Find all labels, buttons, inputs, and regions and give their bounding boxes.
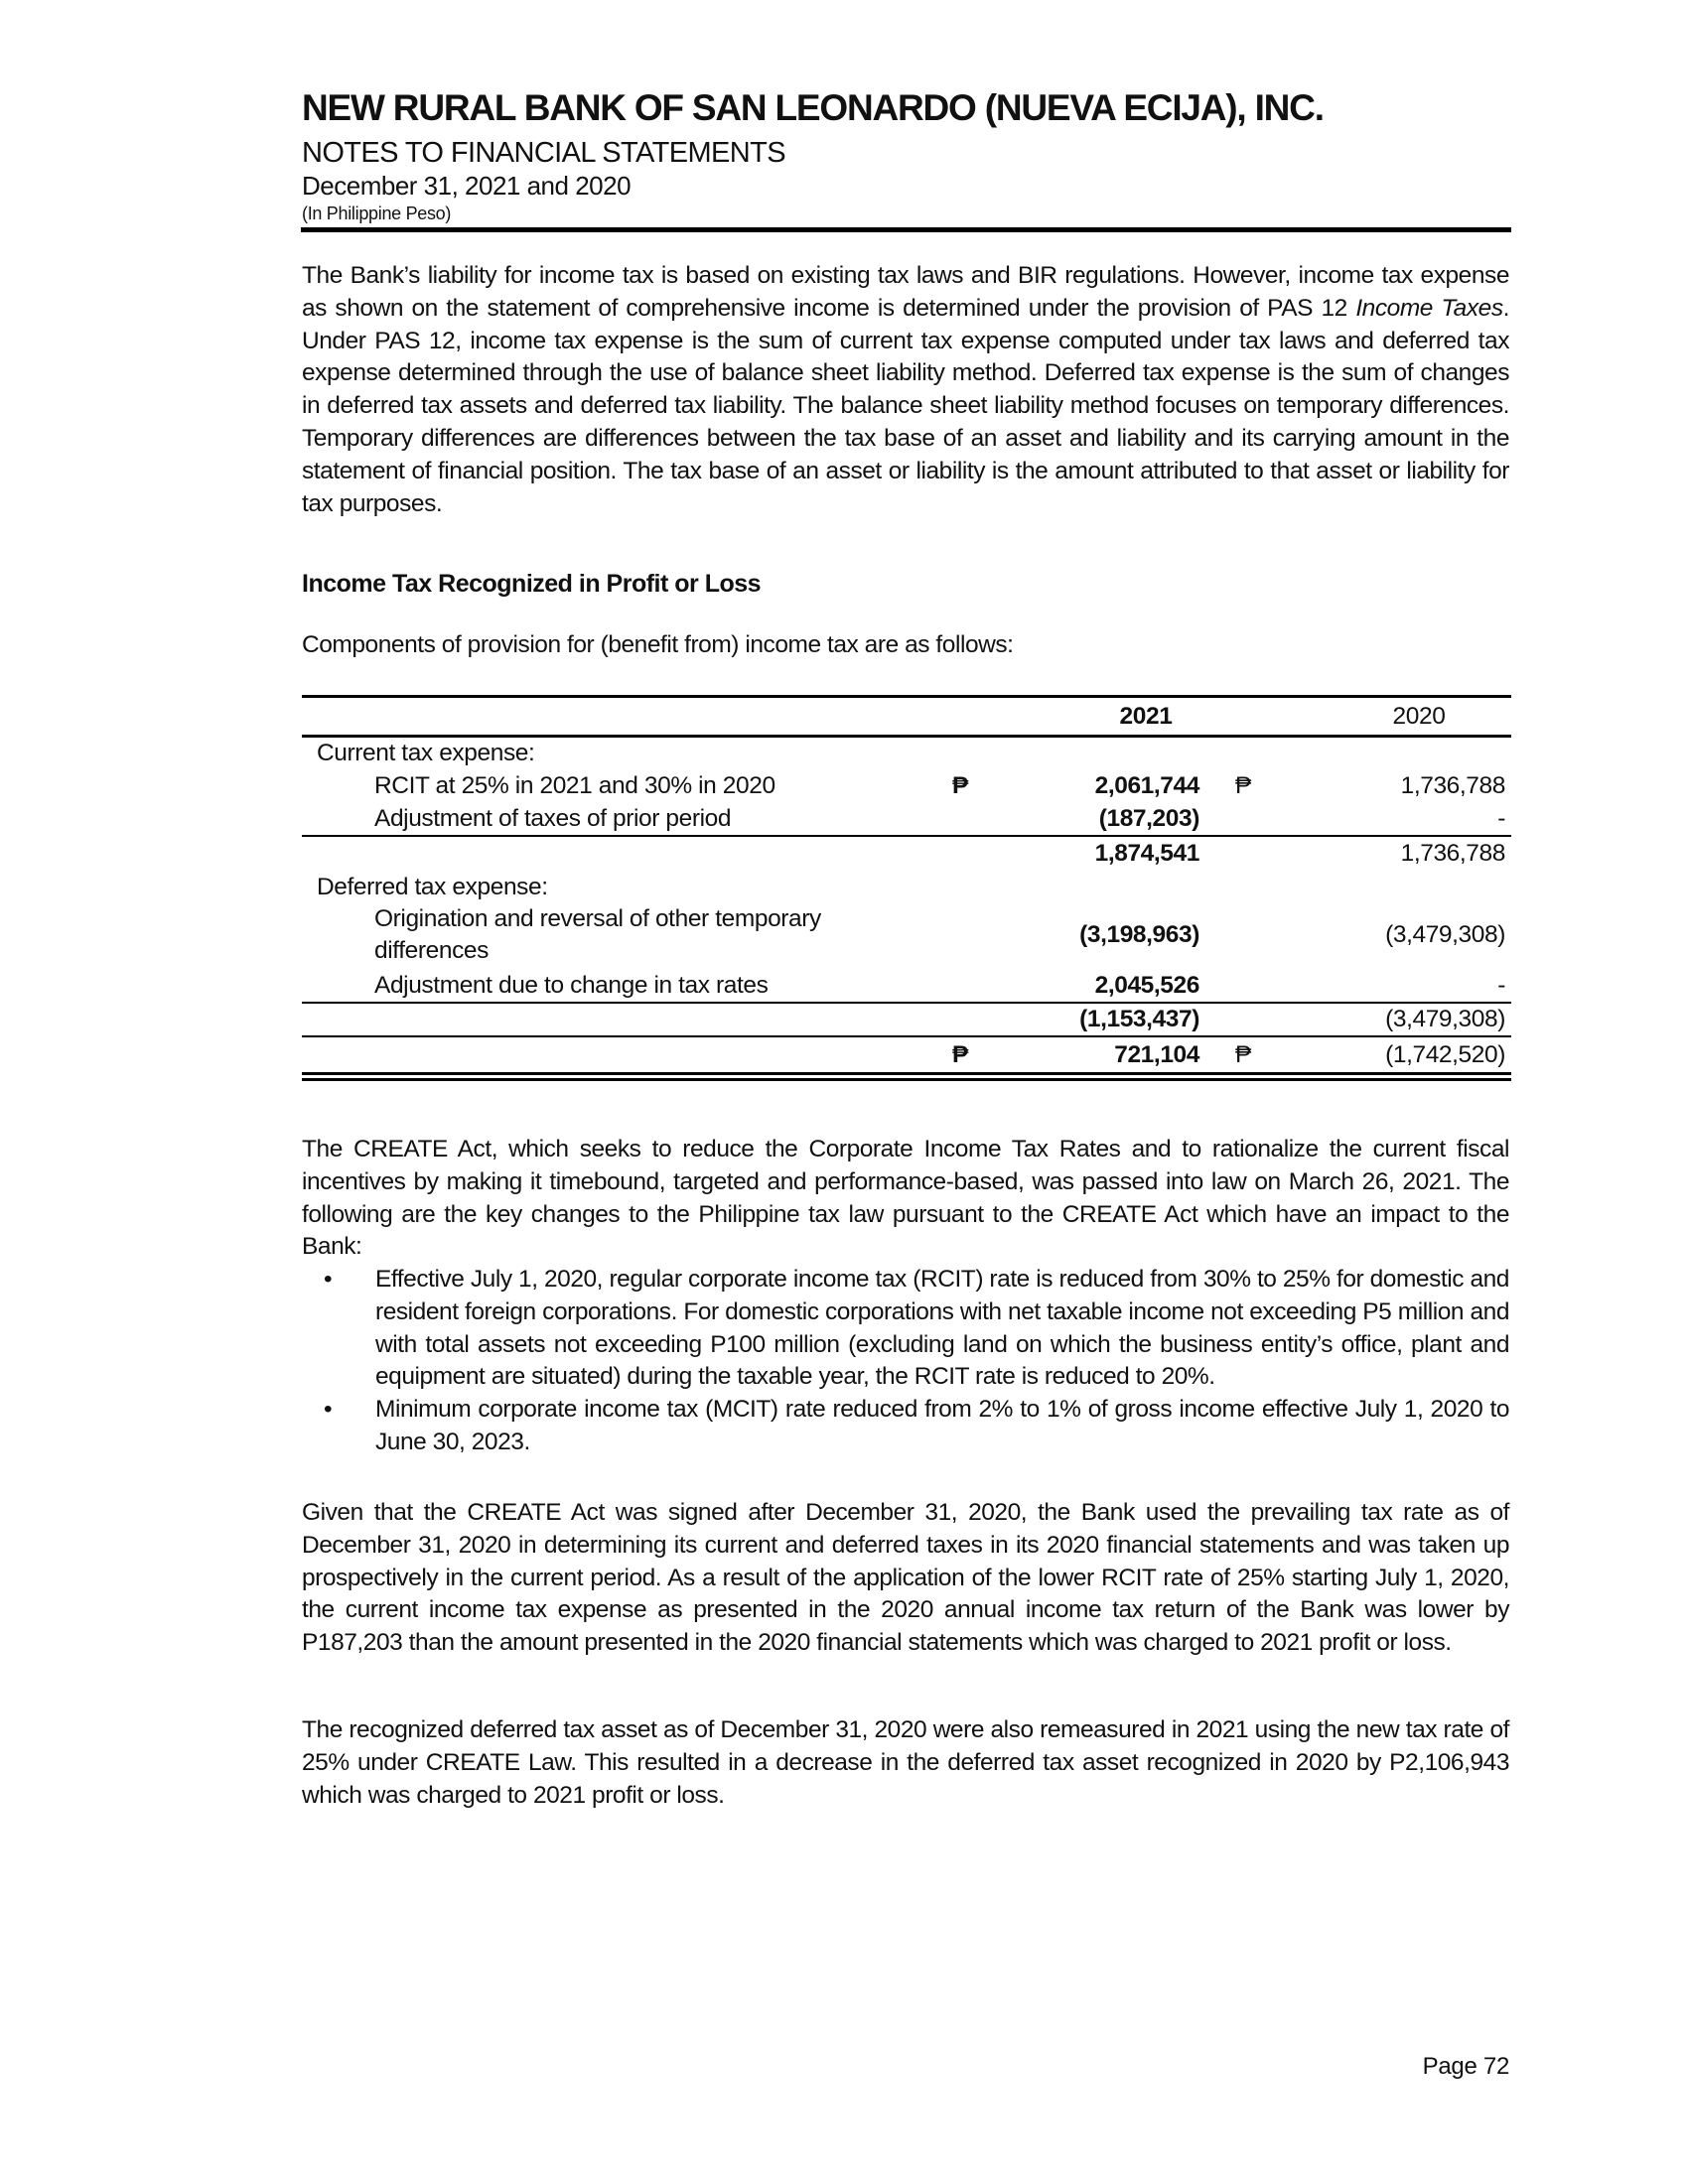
- table-intro-text: Components of provision for (benefit from) income tax are as follows:: [302, 631, 1014, 658]
- subtotal-2020: (3,479,308): [1385, 1006, 1505, 1032]
- row-label-continued: differences: [374, 937, 490, 964]
- intro-text-italic: Income Taxes: [1355, 294, 1503, 322]
- total-2020: (1,742,520): [1385, 1041, 1505, 1068]
- row-label: Adjustment of taxes of prior period: [374, 805, 732, 832]
- row-label: Adjustment due to change in tax rates: [374, 972, 769, 999]
- create-act-paragraph: The CREATE Act, which seeks to reduce the Corporate Income Tax Rates and to rationalize the current fiscal incentives by making it timebound, targeted and performance-based, was passed into law on March 26, 2021. The following are the key changes to the Philippine tax law pursuant to the CREATE Act which have an impact to the Bank:: [302, 1136, 1509, 1261]
- total-rule: [302, 1035, 1511, 1037]
- value-2021: (187,203): [1098, 805, 1199, 832]
- company-name: NEW RURAL BANK OF SAN LEONARDO (NUEVA ECIJA), INC.: [302, 87, 1324, 128]
- double-rule-top: [302, 1072, 1511, 1075]
- header-bottom-rule: [302, 735, 1511, 738]
- subtotal-rule: [302, 1002, 1511, 1004]
- value-2021: 2,045,526: [1094, 972, 1199, 999]
- list-item-text: Effective July 1, 2020, regular corporate income tax (RCIT) rate is reduced from 30% to 25% for domestic and resident foreign corporations. For domestic corporations with net taxable income not exceeding P5 million and with total assets not exceeding P100 million (excluding land on which the business entity’s office, plant and equipment are situated) during the taxable year, the RCIT rate is reduced to 20%.: [375, 1266, 1509, 1391]
- total-2021: 721,104: [1114, 1041, 1199, 1068]
- create-act-impact-paragraph: Given that the CREATE Act was signed after December 31, 2020, the Bank used the prevailing tax rate as of December 31, 2020 in determining its current and deferred taxes in its 2020 financial statements and was taken up prospectively in the current period. As a result of the application of the lower RCIT rate of 25% starting July 1, 2020, the current income tax expense as presented in the 2020 annual income tax return of the Bank was lower by P187,203 than the amount presented in the 2020 financial statements which was charged to 2021 profit or loss.: [302, 1499, 1509, 1657]
- row-label: Origination and reversal of other temporary: [374, 905, 821, 932]
- peso-sign-icon: ₱: [1235, 772, 1251, 799]
- value-2021: 2,061,744: [1094, 772, 1199, 799]
- bullet-icon: •: [324, 1266, 333, 1293]
- currency-unit-note: (In Philippine Peso): [302, 204, 452, 223]
- value-2020: -: [1497, 805, 1505, 832]
- peso-sign-icon: ₱: [1235, 1041, 1251, 1068]
- value-2021: (3,198,963): [1079, 921, 1199, 948]
- row-label: Deferred tax expense:: [317, 874, 548, 900]
- double-rule-bottom: [302, 1078, 1511, 1081]
- value-2020: 1,736,788: [1400, 772, 1505, 799]
- page-number: Page 72: [1422, 2053, 1509, 2080]
- deferred-tax-remeasurement-paragraph: The recognized deferred tax asset as of December 31, 2020 were also remeasured in 2021 using the new tax rate of 25% under CREATE Law. This resulted in a decrease in the deferred tax asset recognized in 2020 by P2,106,943 which was charged to 2021 profit or loss.: [302, 1716, 1509, 1809]
- subtotal-2021: (1,153,437): [1079, 1006, 1199, 1032]
- document-subtitle: NOTES TO FINANCIAL STATEMENTS: [302, 137, 785, 169]
- subtotal-rule: [302, 835, 1511, 837]
- subtotal-2021: 1,874,541: [1094, 840, 1199, 867]
- table-top-rule: [302, 695, 1511, 698]
- row-label: RCIT at 25% in 2021 and 30% in 2020: [374, 772, 775, 799]
- peso-sign-icon: ₱: [952, 772, 968, 799]
- value-2020: -: [1497, 972, 1505, 999]
- row-label: Current tax expense:: [317, 740, 535, 766]
- create-act-changes-list: [302, 1264, 1509, 1459]
- intro-text-part1: The Bank’s liability for income tax is based on existing tax laws and BIR regulations. However, income tax expense as shown on the statement of comprehensive income is determined under the provision of PAS 12: [302, 262, 1509, 322]
- subtotal-2020: 1,736,788: [1400, 840, 1505, 867]
- column-header-2020: 2020: [1392, 703, 1446, 730]
- value-2020: (3,479,308): [1385, 921, 1505, 948]
- statement-date: December 31, 2021 and 2020: [302, 171, 632, 201]
- column-header-2021: 2021: [1119, 703, 1173, 730]
- bullet-icon: •: [324, 1396, 333, 1424]
- list-item: [302, 1264, 1509, 1394]
- intro-text-part2: . Under PAS 12, income tax expense is the sum of current tax expense computed under tax laws and deferred tax expense determined through the use of balance sheet liability method. Deferred tax expense is the sum of changes in deferred tax assets and deferred tax liability. The balance sheet liability method focuses on temporary differences. Temporary differences are differences between the tax base of an asset and liability and its carrying amount in the statement of financial position. The tax base of an asset or liability is the amount attributed to that asset or liability for tax purposes.: [302, 294, 1509, 517]
- section-heading: Income Tax Recognized in Profit or Loss: [302, 570, 762, 598]
- header-divider: [301, 227, 1511, 232]
- list-item-text: Minimum corporate income tax (MCIT) rate reduced from 2% to 1% of gross income effective July 1, 2020 to June 30, 2023.: [375, 1396, 1509, 1455]
- intro-paragraph: [302, 260, 1509, 520]
- peso-sign-icon: ₱: [952, 1041, 968, 1068]
- list-item: [302, 1394, 1509, 1459]
